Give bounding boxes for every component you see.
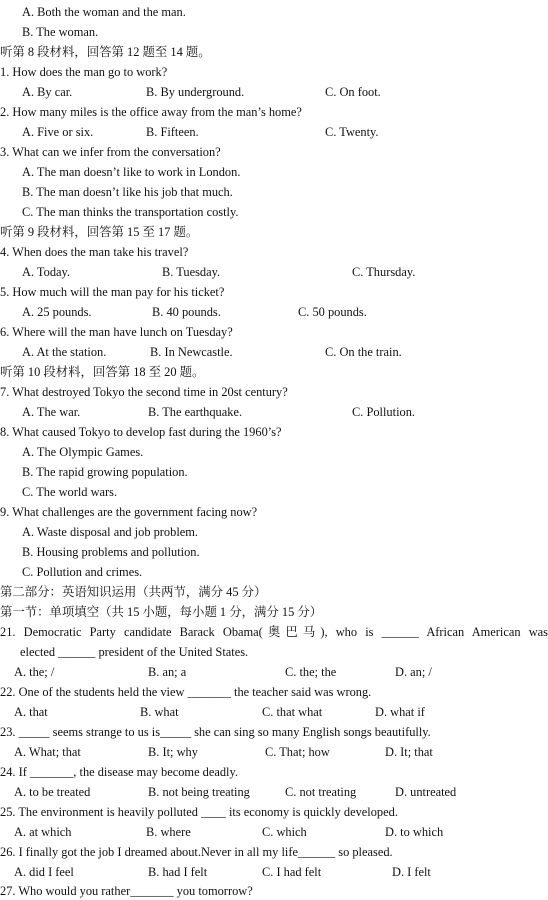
q13-option-c: C. Twenty. — [325, 125, 379, 139]
q26-option-d: D. I felt — [392, 865, 431, 879]
q24-option-c: C. not treating — [285, 785, 357, 799]
q21-stem-line1: 21. Democratic Party candidate Barack Obama(奥巴马), who is ______ African American was — [0, 625, 548, 639]
q25-option-a: A. at which — [14, 825, 72, 839]
q25-option-b: B. where — [146, 825, 191, 839]
q14-option-c: C. The man thinks the transportation costly. — [22, 205, 239, 219]
q19-stem: 8. What caused Tokyo to develop fast during the 1960’s? — [0, 425, 282, 439]
q12-stem: 1. How does the man go to work? — [0, 65, 168, 79]
q22-option-a: A. that — [14, 705, 48, 719]
q17-option-c: C. On the train. — [325, 345, 402, 359]
q21-option-c: C. the; the — [285, 665, 337, 679]
q25-option-c: C. which — [262, 825, 307, 839]
q20-option-c: C. Pollution and crimes. — [22, 565, 143, 579]
q23-stem: 23. _____ seems strange to us is_____ she can sing so many English songs beautifully. — [0, 725, 431, 739]
q22-option-b: B. what — [140, 705, 179, 719]
q25-stem: 25. The environment is heavily polluted ____ its economy is quickly developed. — [0, 805, 398, 819]
q19-option-c: C. The world wars. — [22, 485, 118, 499]
q23-option-d: D. It; that — [385, 745, 433, 759]
q17-option-b: B. In Newcastle. — [150, 345, 233, 359]
q26-option-c: C. I had felt — [262, 865, 322, 879]
q14-stem: 3. What can we infer from the conversation? — [0, 145, 221, 159]
q20-option-a: A. Waste disposal and job problem. — [22, 525, 199, 539]
q23-option-b: B. It; why — [148, 745, 198, 759]
q16-option-b: B. 40 pounds. — [152, 305, 221, 319]
q17-option-a: A. At the station. — [22, 345, 107, 359]
q20-stem: 9. What challenges are the government facing now? — [0, 505, 258, 519]
q12-option-a: A. By car. — [22, 85, 73, 99]
q26-stem: 26. I finally got the job I dreamed about.Never in all my life______ so pleased. — [0, 845, 393, 859]
q17-stem: 6. Where will the man have lunch on Tuesday? — [0, 325, 233, 339]
q21-option-a: A. the; / — [14, 665, 55, 679]
part-2-section-1-header: 第一节：单项填空（共 15 小题，每小题 1 分，满分 15 分） — [0, 605, 323, 619]
q26-option-a: A. did I feel — [14, 865, 74, 879]
q18-option-a: A. The war. — [22, 405, 81, 419]
q18-option-b: B. The earthquake. — [148, 405, 243, 419]
q24-option-a: A. to be treated — [14, 785, 91, 799]
q15-option-a: A. Today. — [22, 265, 71, 279]
q20-option-b: B. Housing problems and pollution. — [22, 545, 200, 559]
q12-option-b: B. By underground. — [146, 85, 245, 99]
q13-option-a: A. Five or six. — [22, 125, 94, 139]
section-10-header: 听第 10 段材料，回答第 18 至 20 题。 — [0, 365, 205, 379]
q15-option-c: C. Thursday. — [352, 265, 416, 279]
q21-option-d: D. an; / — [395, 665, 432, 679]
section-9-header: 听第 9 段材料，回答第 15 至 17 题。 — [0, 225, 199, 239]
q19-option-a: A. The Olympic Games. — [22, 445, 144, 459]
q13-stem: 2. How many miles is the office away from the man’s home? — [0, 105, 302, 119]
q15-option-b: B. Tuesday. — [162, 265, 221, 279]
q19-option-b: B. The rapid growing population. — [22, 465, 188, 479]
q12-option-c: C. On foot. — [325, 85, 381, 99]
q24-option-b: B. not being treating — [148, 785, 250, 799]
q15-stem: 4. When does the man take his travel? — [0, 245, 189, 259]
q22-option-c: C. that what — [262, 705, 323, 719]
section-8-header: 听第 8 段材料，回答第 12 题至 14 题。 — [0, 45, 211, 59]
q18-stem: 7. What destroyed Tokyo the second time in 20st century? — [0, 385, 288, 399]
q21-stem-line2: elected ______ president of the United States. — [20, 645, 249, 659]
q18-option-c: C. Pollution. — [352, 405, 415, 419]
q21-option-b: B. an; a — [148, 665, 187, 679]
q27-stem: 27. Who would you rather_______ you tomorrow? — [0, 884, 253, 898]
q13-option-b: B. Fifteen. — [146, 125, 199, 139]
q26-option-b: B. had I felt — [148, 865, 208, 879]
q24-option-d: D. untreated — [395, 785, 457, 799]
q24-stem: 24. If _______, the disease may become deadly. — [0, 765, 238, 779]
q11-option-b: B. The woman. — [22, 25, 99, 39]
q22-option-d: D. what if — [375, 705, 425, 719]
q11-option-a: A. Both the woman and the man. — [22, 5, 186, 19]
q14-option-a: A. The man doesn’t like to work in London. — [22, 165, 241, 179]
q23-option-a: A. What; that — [14, 745, 81, 759]
part-2-title: 第二部分：英语知识运用（共两节，满分 45 分） — [0, 585, 267, 599]
q23-option-c: C. That; how — [265, 745, 330, 759]
q14-option-b: B. The man doesn’t like his job that much. — [22, 185, 233, 199]
q16-stem: 5. How much will the man pay for his ticket? — [0, 285, 225, 299]
q25-option-d: D. to which — [385, 825, 444, 839]
q16-option-a: A. 25 pounds. — [22, 305, 92, 319]
q22-stem: 22. One of the students held the view _______ the teacher said was wrong. — [0, 685, 372, 699]
q16-option-c: C. 50 pounds. — [298, 305, 367, 319]
